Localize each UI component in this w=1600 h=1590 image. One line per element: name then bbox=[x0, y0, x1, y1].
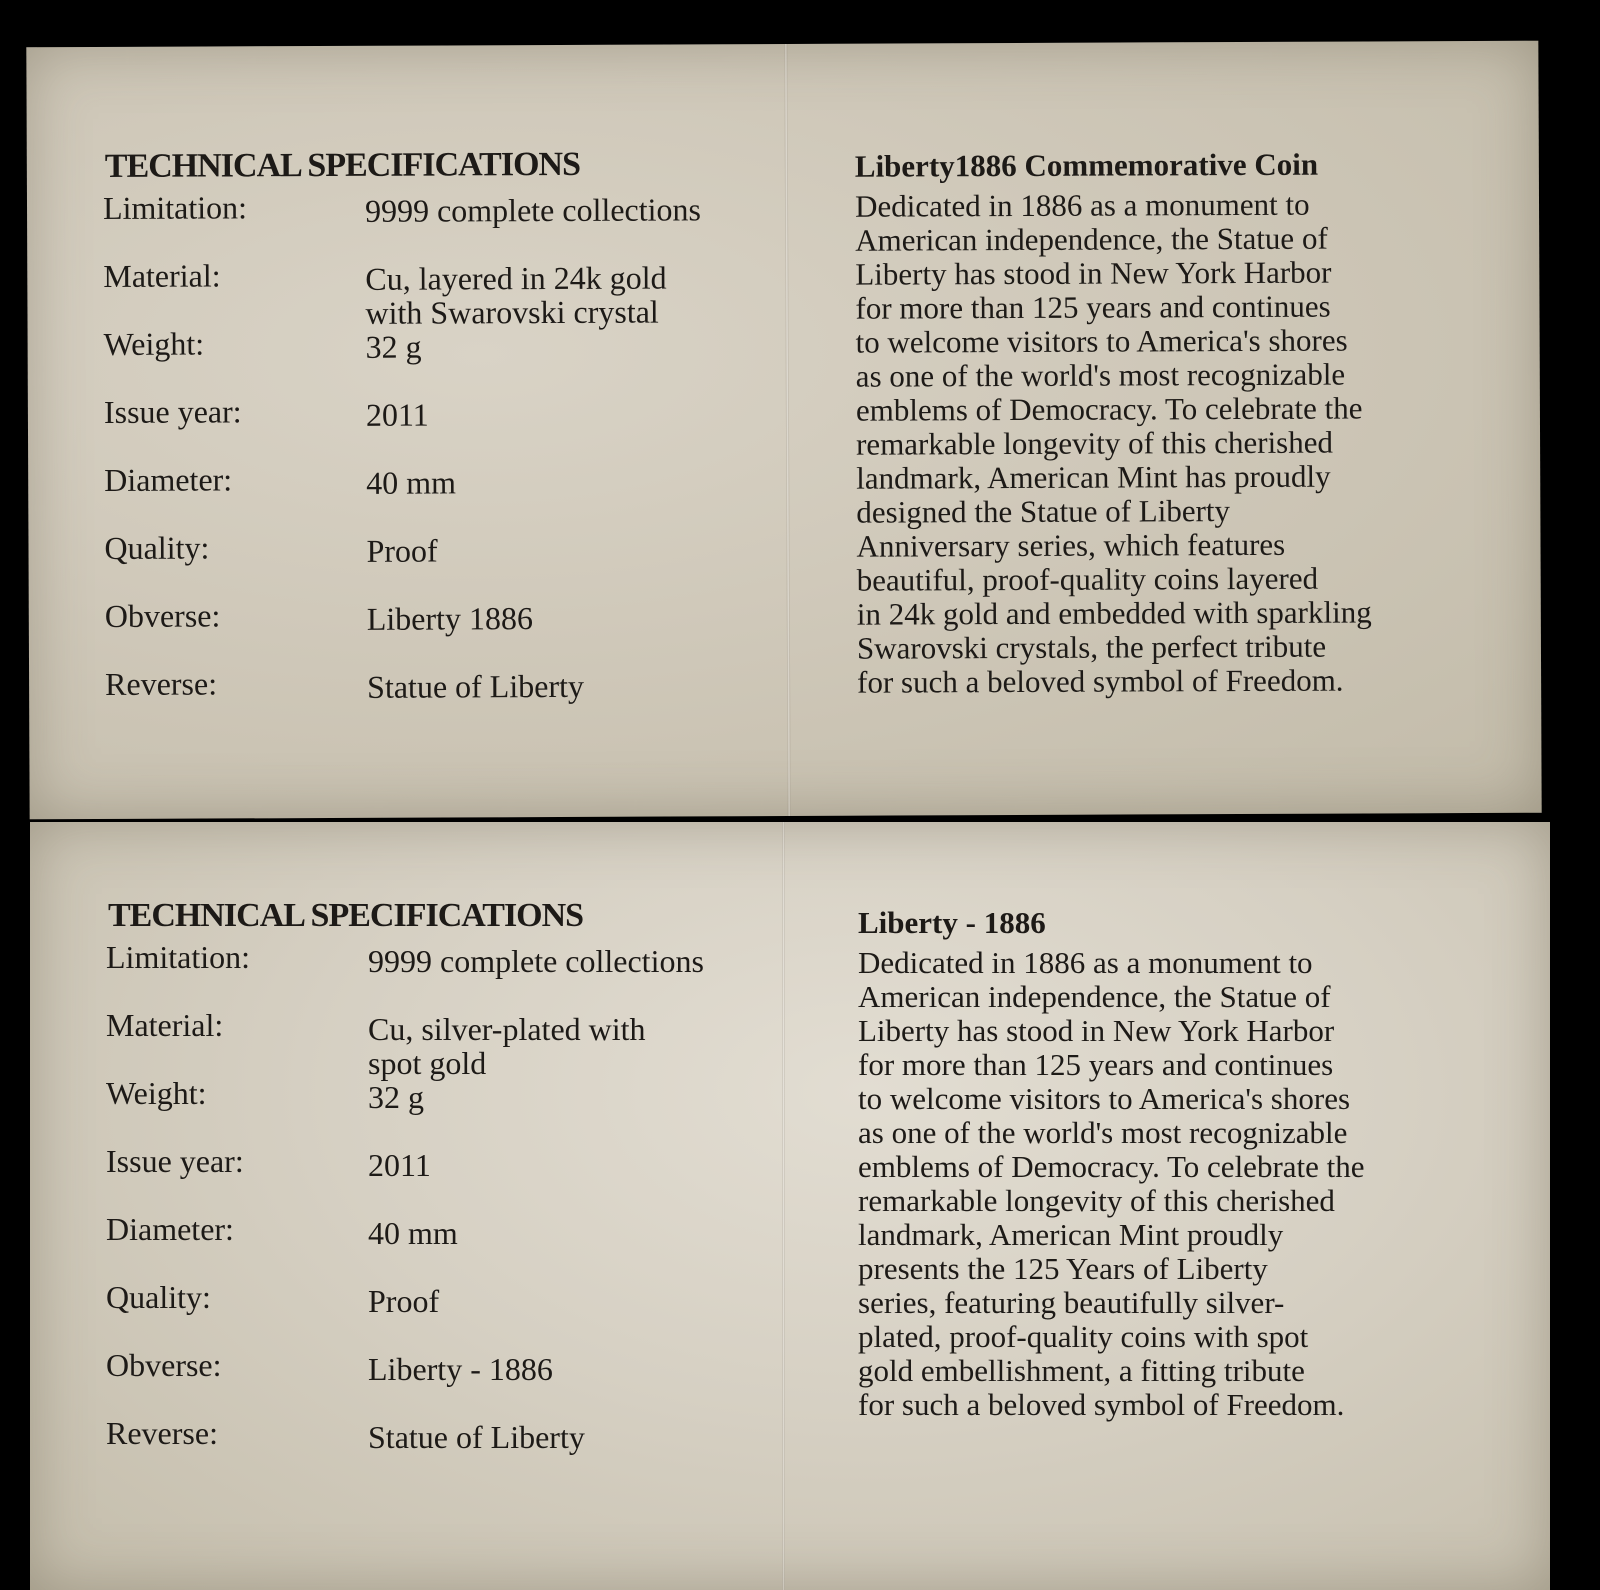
spec-label: Obverse: bbox=[104, 597, 221, 634]
description-line: for more than 125 years and continues bbox=[855, 288, 1331, 326]
spec-label: Issue year: bbox=[106, 1143, 244, 1179]
coin-description bbox=[858, 904, 1478, 1422]
spec-row bbox=[106, 1212, 766, 1280]
description-line: for more than 125 years and continues bbox=[858, 1047, 1334, 1082]
spec-label: Weight: bbox=[106, 1075, 207, 1111]
spec-label: Weight: bbox=[103, 325, 205, 362]
description-line: Dedicated in 1886 as a monument to bbox=[858, 945, 1313, 980]
spec-label: Reverse: bbox=[106, 1415, 218, 1451]
spec-label: Limitation: bbox=[106, 939, 250, 975]
description-line: presents the 125 Years of Liberty bbox=[858, 1251, 1268, 1286]
description-line: to welcome visitors to America's shores bbox=[855, 322, 1348, 360]
description-line: Liberty has stood in New York Harbor bbox=[855, 254, 1332, 292]
description-line: plated, proof-quality coins with spot bbox=[858, 1319, 1309, 1354]
spec-value: Proof bbox=[368, 1283, 440, 1319]
spec-value: 32 g bbox=[368, 1079, 424, 1115]
description-line: designed the Statue of Liberty bbox=[856, 493, 1231, 530]
spec-row bbox=[103, 188, 763, 259]
description-line: for such a beloved symbol of Freedom. bbox=[858, 1387, 1345, 1422]
spec-value: 32 g bbox=[365, 328, 422, 365]
spec-row bbox=[106, 1280, 766, 1348]
spec-row bbox=[104, 528, 764, 599]
description-line: remarkable longevity of this cherished bbox=[858, 1183, 1335, 1218]
coin-title: Liberty - 1886 bbox=[858, 905, 1046, 940]
spec-label: Obverse: bbox=[106, 1347, 222, 1383]
description-line: beautiful, proof-quality coins layered bbox=[856, 560, 1319, 598]
certificate-card-gold bbox=[26, 41, 1541, 820]
spec-row bbox=[106, 1007, 766, 1081]
specs-title: TECHNICAL SPECIFICATIONS bbox=[108, 897, 584, 934]
spec-row bbox=[106, 940, 766, 1008]
spec-value: Proof bbox=[366, 532, 438, 569]
spec-value: 9999 complete collections bbox=[368, 943, 704, 979]
spec-value: 40 mm bbox=[368, 1215, 458, 1251]
spec-row bbox=[104, 392, 764, 463]
description-line: gold embellishment, a fitting tribute bbox=[858, 1353, 1305, 1388]
spec-value: Cu, layered in 24k gold with Swarovski crystal bbox=[365, 259, 667, 331]
spec-rows bbox=[106, 940, 766, 1484]
spec-row bbox=[105, 596, 765, 667]
spec-label: Material: bbox=[103, 257, 221, 294]
spec-label: Limitation: bbox=[102, 189, 248, 226]
description-line: Swarovski crystals, the perfect tribute bbox=[856, 628, 1327, 666]
technical-specifications bbox=[103, 144, 766, 735]
description-line: emblems of Democracy. To celebrate the bbox=[858, 1149, 1365, 1184]
spec-value: 2011 bbox=[368, 1147, 431, 1183]
description-line: landmark, American Mint has proudly bbox=[856, 458, 1331, 496]
specs-title: TECHNICAL SPECIFICATIONS bbox=[104, 145, 581, 185]
description-line: landmark, American Mint proudly bbox=[858, 1217, 1284, 1252]
spec-value: Cu, silver-plated with spot gold bbox=[368, 1011, 646, 1081]
spec-label: Material: bbox=[106, 1007, 224, 1043]
spec-label: Diameter: bbox=[106, 1211, 234, 1247]
spec-value: Statue of Liberty bbox=[368, 1419, 585, 1455]
spec-value: Statue of Liberty bbox=[367, 667, 585, 705]
description-line: Anniversary series, which features bbox=[856, 526, 1286, 564]
certificate-card-silver bbox=[30, 822, 1550, 1590]
description-line: as one of the world's most recognizable bbox=[858, 1115, 1348, 1150]
spec-label: Diameter: bbox=[104, 461, 233, 498]
description-line: in 24k gold and embedded with sparkling bbox=[856, 594, 1372, 632]
description-line: Dedicated in 1886 as a monument to bbox=[854, 186, 1310, 224]
spec-row bbox=[106, 1144, 766, 1212]
description-line: to welcome visitors to America's shores bbox=[858, 1081, 1351, 1116]
spec-value: Liberty 1886 bbox=[366, 600, 534, 637]
spec-row bbox=[105, 664, 765, 735]
spec-value: 9999 complete collections bbox=[364, 191, 702, 229]
spec-rows bbox=[103, 188, 765, 735]
spec-value: 2011 bbox=[365, 396, 429, 433]
description-line: remarkable longevity of this cherished bbox=[855, 424, 1334, 462]
spec-value: 40 mm bbox=[366, 464, 457, 501]
coin-description-body bbox=[855, 187, 1477, 700]
description-line: American independence, the Statue of bbox=[855, 220, 1328, 258]
spec-label: Issue year: bbox=[103, 393, 242, 430]
description-line: American independence, the Statue of bbox=[858, 979, 1331, 1014]
spec-value: Liberty - 1886 bbox=[368, 1351, 553, 1387]
description-line: emblems of Democracy. To celebrate the bbox=[855, 390, 1363, 428]
spec-row bbox=[104, 324, 764, 395]
coin-description bbox=[855, 145, 1477, 700]
description-line: for such a beloved symbol of Freedom. bbox=[857, 662, 1344, 700]
card-fold bbox=[784, 44, 790, 816]
description-line: series, featuring beautifully silver- bbox=[858, 1285, 1285, 1320]
coin-description-body bbox=[858, 946, 1478, 1422]
spec-row bbox=[106, 1348, 766, 1416]
spec-label: Quality: bbox=[106, 1279, 211, 1315]
description-line: Liberty has stood in New York Harbor bbox=[858, 1013, 1335, 1048]
coin-title: Liberty1886 Commemorative Coin bbox=[854, 146, 1319, 184]
technical-specifications bbox=[106, 896, 766, 1484]
spec-row bbox=[106, 1416, 766, 1484]
spec-row bbox=[104, 460, 764, 531]
spec-row bbox=[103, 256, 763, 331]
spec-label: Quality: bbox=[104, 529, 210, 566]
spec-label: Reverse: bbox=[105, 665, 218, 702]
spec-row bbox=[106, 1076, 766, 1144]
description-line: as one of the world's most recognizable bbox=[855, 356, 1346, 394]
card-fold bbox=[782, 822, 785, 1590]
